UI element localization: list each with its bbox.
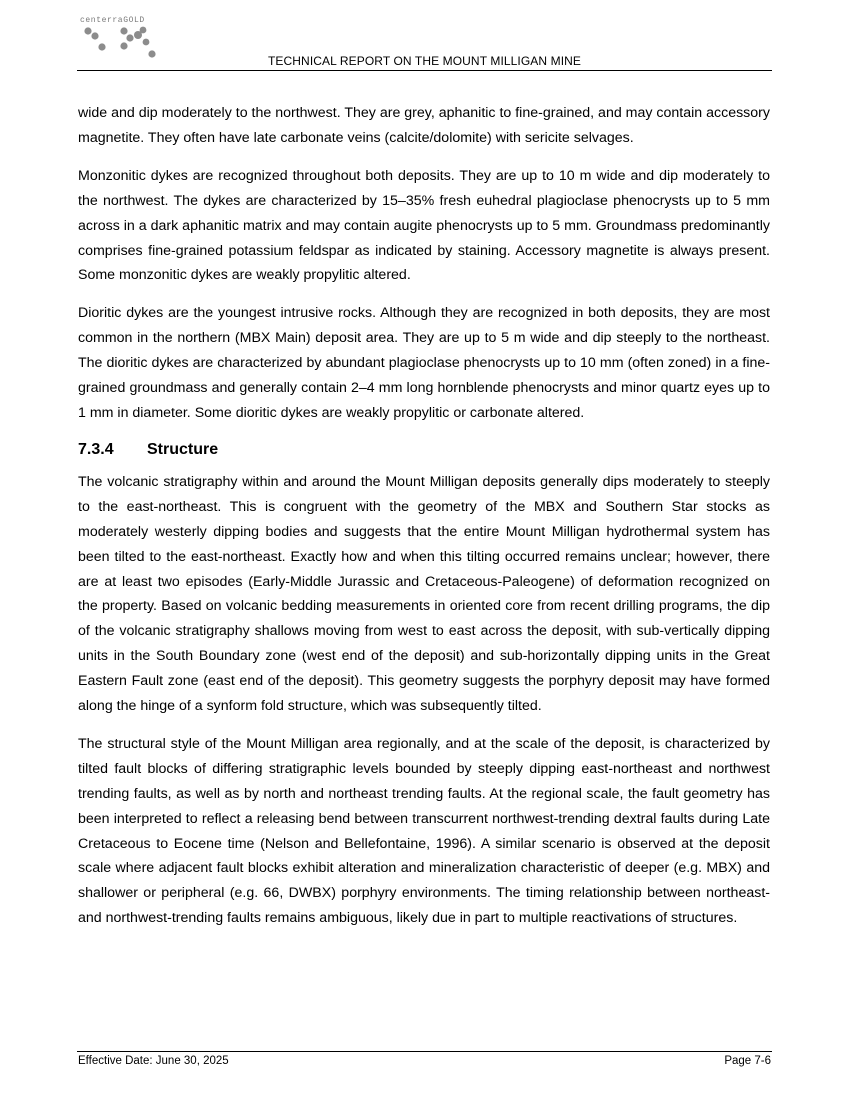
body-paragraph: Monzonitic dykes are recognized throughout both deposits. They are up to 10 m wide and dip moderately to the northwest. The dykes are characterized by 15–35% fresh euhedral plagioclase phenocrysts up to 5 mm across in a dark aphanitic matrix and may contain augite phenocrysts up to 5 mm. Groundmass predominantly comprises fine-grained potassium feldspar as indicated by staining. Accessory magnetite is always present. Some monzonitic dykes are weakly propylitic altered. (78, 167, 770, 284)
body-paragraph: The volcanic stratigraphy within and around the Mount Milligan deposits generally dips moderately to steeply to the east-northeast. This is congruent with the geometry of the MBX and Southern Star stocks as moderately westerly dipping bodies and suggests that the entire Mount Milligan hydrothermal system has been tilted to the east-northeast. Exactly how and when this tilting occurred remains unclear; however, there are at least two episodes (Early-Middle Jurassic and Cretaceous-Paleogene) of deformation recognized on the property. Based on volcanic bedding measurements in oriented core from recent drilling programs, the dip of the volcanic stratigraphy shallows moving from west to east across the deposit, with sub-vertically dipping units in the South Boundary zone (west end of the deposit) and sub-horizontally dipping units in the Great Eastern Fault zone (east end of the deposit). This geometry suggests the porphyry deposit may have formed along the hinge of a synform fold structure, which was subsequently tilted. (78, 473, 770, 715)
section-heading (78, 439, 770, 461)
section-title: Structure (147, 440, 219, 458)
page-number: Page 7-6 (724, 1055, 771, 1067)
footer-divider (77, 1051, 772, 1052)
report-title: TECHNICAL REPORT ON THE MOUNT MILLIGAN MINE (267, 54, 581, 68)
body-paragraph: Dioritic dykes are the youngest intrusive rocks. Although they are recognized in both deposits, they are most common in the northern (MBX Main) deposit area. They are up to 5 m wide and dip steeply to the northeast. The dioritic dykes are characterized by abundant plagioclase phenocrysts up to 10 mm (often zoned) in a fine-grained groundmass and generally contain 2–4 mm long hornblende phenocrysts and minor quartz eyes up to 1 mm in diameter. Some dioritic dykes are weakly propylitic or carbonate altered. (78, 305, 770, 421)
section-number: 7.3.4 (78, 440, 114, 458)
logo-wordmark: centerraGOLD (80, 16, 145, 25)
body-paragraph: wide and dip moderately to the northwest. They are grey, aphanitic to fine-grained, and may contain accessory magnetite. They often have late carbonate veins (calcite/dolomite) with sericite selvages. (78, 105, 770, 146)
body-paragraph: The structural style of the Mount Milligan area regionally, and at the scale of the deposit, is characterized by tilted fault blocks of differing stratigraphic levels bounded by steeply dipping east-northeast and northwest trending faults, as well as by north and northeast trending faults. At the regional scale, the fault geometry has been interpreted to reflect a releasing bend between transcurrent northwest-trending dextral faults during Late Cretaceous to Eocene time (Nelson and Bellefontaine, 1996). A similar scenario is observed at the deposit scale where adjacent fault blocks exhibit alteration and mineralization characteristic of deeper (e.g. MBX) and shallower or peripheral (e.g. 66, DWBX) porphyry environments. The timing relationship between northeast- and northwest-trending faults remains ambiguous, likely due in part to multiple reactivations of structures. (78, 735, 770, 927)
effective-date: Effective Date: June 30, 2025 (78, 1055, 229, 1067)
page-body (78, 101, 770, 944)
header-divider (77, 70, 772, 71)
